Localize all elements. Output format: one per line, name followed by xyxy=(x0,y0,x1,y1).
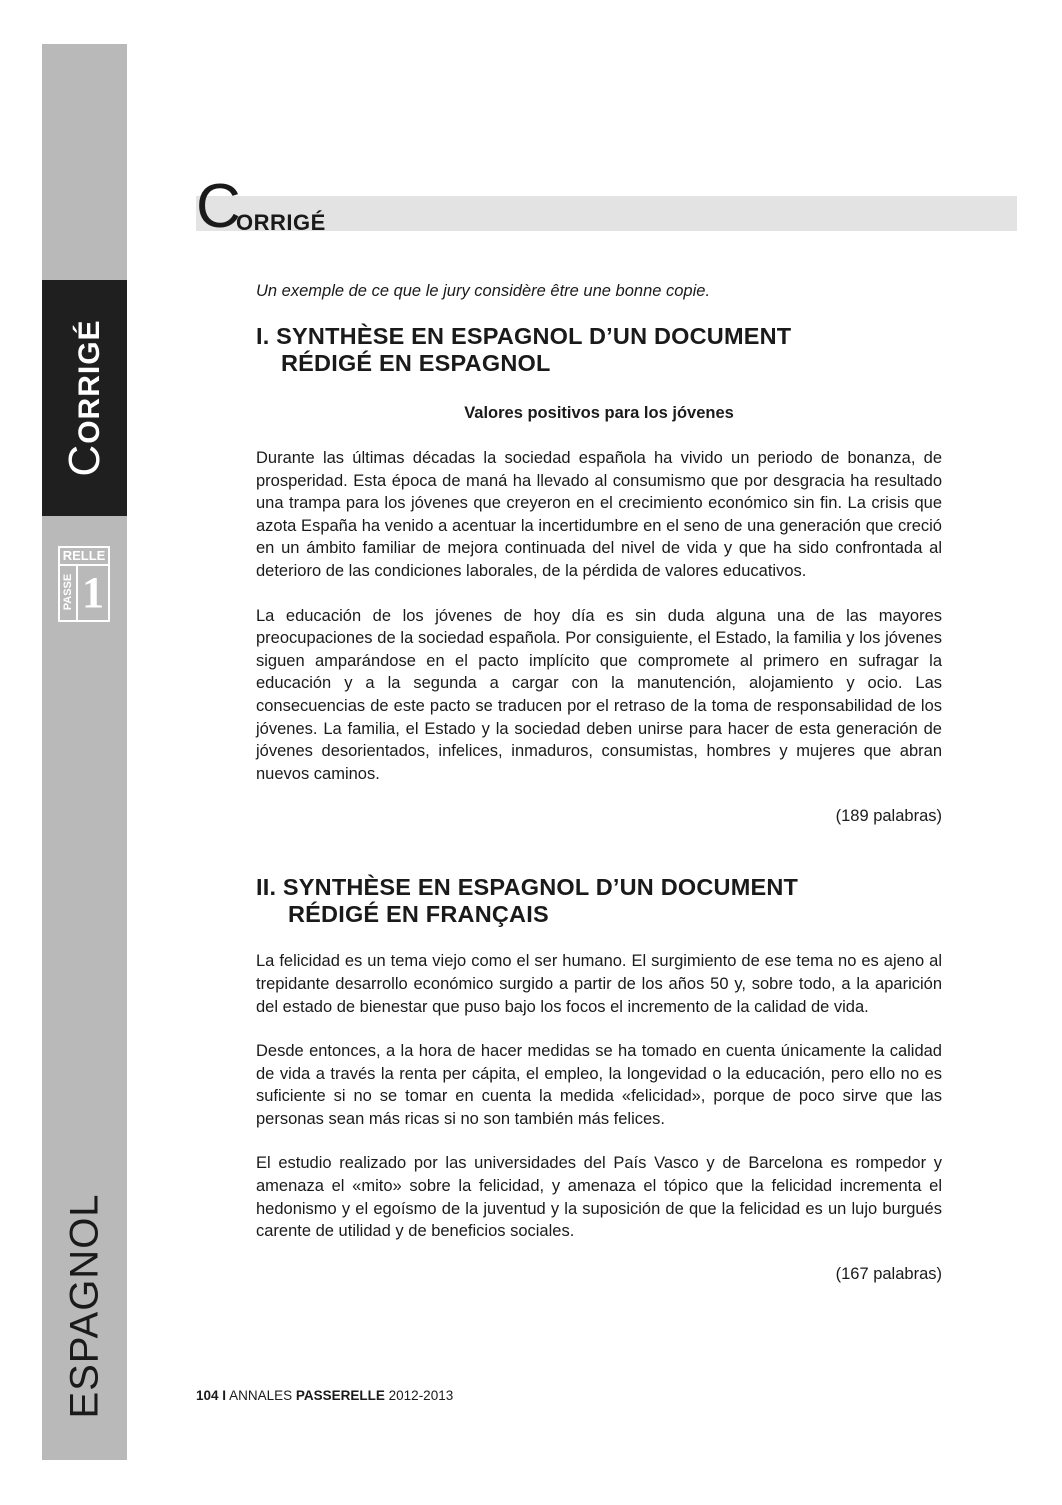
page-footer xyxy=(196,1388,453,1403)
logo-top-text: RELLE xyxy=(60,548,108,566)
section-1-paragraph: La educación de los jóvenes de hoy día es sin duda alguna una de las mayores preocupaciones de la sociedad española. Por consiguiente, el Estado, la familia y los jóvenes siguen amparándose en el pacto implícito que compromete al primero en sufragar la educación y a la segunda a cargar con la manutención, alojamiento y ocio. Las consecuencias de este pacto se traducen por el retraso de la toma de responsabilidad de los jóvenes. La familia, el Estado y la sociedad deben unirse para hacer de esta generación de jóvenes desorientados, infelices, inmaduros, consumistas, hombres y mujeres que abran nuevos caminos. xyxy=(256,606,942,783)
header-initial: C xyxy=(196,172,241,241)
passerelle-logo xyxy=(58,546,110,622)
section-2-paragraph: El estudio realizado por las universidades del País Vasco y de Barcelona es rompedor y amenaza el «mito» sobre la felicidad, y amenaza el tópico que la felicidad incrementa el hedonismo y el egoísmo de la juventud y la suposición de que la felicidad es un lujo burgués carente de utilidad y de beneficios sociales. xyxy=(256,1154,942,1241)
footer-separator: I xyxy=(222,1388,227,1403)
section-2-word-count: (167 palabras) xyxy=(835,1264,942,1283)
sidebar xyxy=(42,44,127,1460)
section-2-paragraph: La felicidad es un tema viejo como el ser humano. El surgimiento de ese tema no es ajeno al trepidante desarrollo económico surgido a partir de los años 50 y, sobre todo, a la aparición del estado de bienestar que puso bajo los focos el incremento de la calidad de vida. xyxy=(256,952,942,1016)
section-tab-label: CORRIGÉ xyxy=(59,319,109,477)
section-2-title: II. SYNTHÈSE EN ESPAGNOL D’UN DOCUMENT RÉDIGÉ EN FRANÇAIS xyxy=(256,874,799,928)
footer-years: 2012-2013 xyxy=(388,1388,454,1403)
logo-side xyxy=(60,564,78,620)
footer-annales: ANNALES xyxy=(229,1388,293,1403)
section-1-title: I. SYNTHÈSE EN ESPAGNOL D’UN DOCUMENT RÉDIGÉ EN ESPAGNOL xyxy=(256,323,792,376)
section-1 xyxy=(256,323,942,826)
subject-label: ESPAGNOL xyxy=(62,1193,106,1419)
logo-number: 1 xyxy=(82,568,104,617)
section-2 xyxy=(256,874,942,1284)
logo-side-text: PASSE xyxy=(62,573,74,611)
section-2-paragraph: Desde entonces, a la hora de hacer medidas se ha tomado en cuenta únicamente la calidad de vida a través la renta per cápita, el empleo, la longevidad o la educación, pero ello no es suficiente si no se tomar en cuenta la medida «felicidad», porque de poco sirve que las personas sean más ricas si no son también más felices. xyxy=(256,1042,942,1128)
section-1-paragraph: Durante las últimas décadas la sociedad española ha vivido un periodo de bonanza, de prosperidad. Esta época de maná ha llevado al consumismo que por desgracia ha resultado una trampa para los jóvenes que creyeron en el crecimiento económico sin fin. La crisis que azota España ha venido a acentuar la incertidumbre en el seno de una generación que creció en un ámbito familiar de mejora continuada del nivel de vida y que ha sido confrontada al deterioro de las condiciones laborales, de la pérdida de valores educativos. xyxy=(256,449,942,580)
section-tab xyxy=(42,280,127,516)
section-1-subtitle: Valores positivos para los jóvenes xyxy=(464,404,734,422)
intro-text: Un exemple de ce que le jury considère être une bonne copie. xyxy=(256,282,711,300)
page-number: 104 xyxy=(196,1388,219,1403)
header-title: ORRIGÉ xyxy=(236,210,326,235)
footer-brand: PASSERELLE xyxy=(295,1388,385,1403)
section-1-word-count: (189 palabras) xyxy=(835,807,942,826)
main-content xyxy=(256,282,942,1284)
